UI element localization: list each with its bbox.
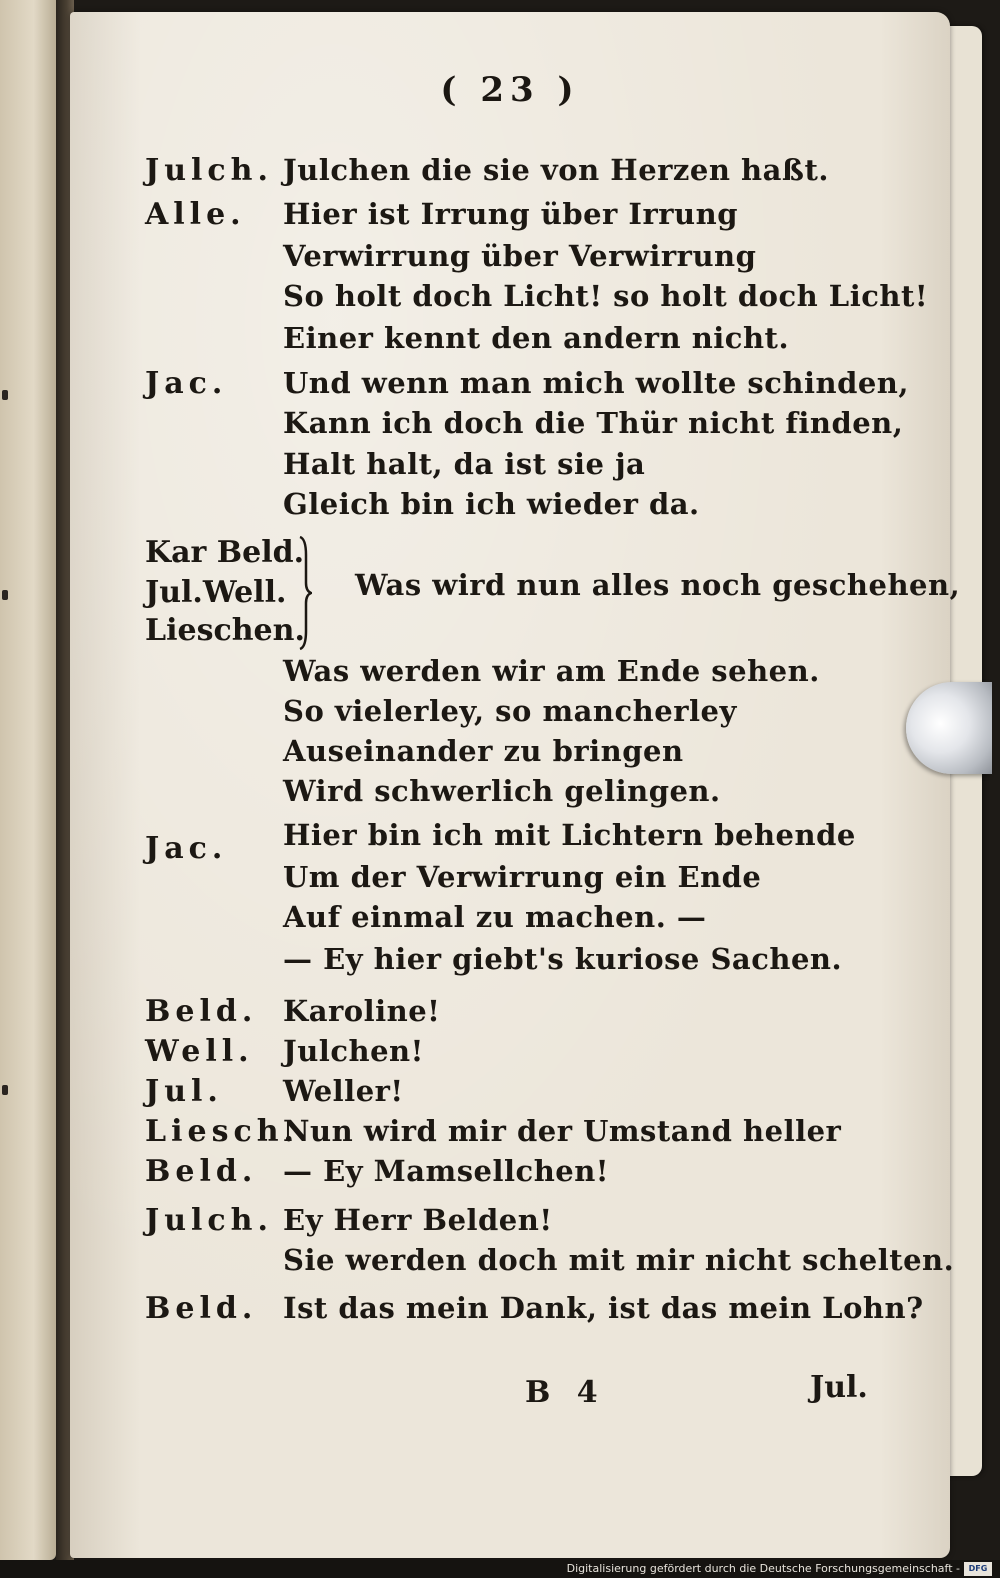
speaker-label: Jac. [145, 831, 228, 866]
page-number: ( 23 ) [440, 70, 580, 110]
verse-line: — Ey hier giebt's kuriose Sachen. [283, 942, 843, 976]
speaker-label: Well. [145, 1034, 254, 1069]
verse-line: Um der Verwirrung ein Ende [283, 860, 762, 894]
speaker-label: Beld. [145, 994, 258, 1029]
verse-line: Hier ist Irrung über Irrung [283, 197, 738, 231]
left-page-print-mark [2, 390, 8, 400]
speaker-label: Beld. [145, 1291, 258, 1326]
verse-line: Was wird nun alles noch geschehen, [355, 568, 961, 602]
left-page-print-mark [2, 1085, 8, 1095]
catchword: Jul. [810, 1370, 868, 1405]
speaker-label: Liesch. [145, 1114, 299, 1149]
speaker-label: Lieschen. [145, 613, 305, 648]
verse-line: Weller! [283, 1074, 404, 1108]
speaker-label: Jul. [145, 1074, 223, 1109]
verse-line: Einer kennt den andern nicht. [283, 321, 790, 355]
speaker-label: Beld. [145, 1154, 258, 1189]
left-page-edge [0, 0, 56, 1560]
verse-line: Was werden wir am Ende sehen. [283, 654, 820, 688]
verse-line: — Ey Mamsellchen! [283, 1154, 610, 1188]
verse-line: So holt doch Licht! so holt doch Licht! [283, 279, 929, 313]
verse-line: Wird schwerlich gelingen. [283, 774, 721, 808]
brace-icon [296, 535, 312, 651]
verse-line: Sie werden doch mit mir nicht schelten. [283, 1243, 955, 1277]
verse-line: Auf einmal zu machen. — [283, 900, 707, 934]
dfg-logo: DFG [964, 1562, 992, 1576]
left-page-print-mark [2, 590, 8, 600]
verse-line: Karoline! [283, 994, 441, 1028]
verse-line: Gleich bin ich wieder da. [283, 487, 700, 521]
speaker-label: Julch. [145, 1203, 273, 1238]
speaker-label: Julch. [145, 153, 273, 188]
signature-mark: B 4 [525, 1375, 606, 1410]
speaker-label: Jul.Well. [145, 575, 287, 610]
verse-line: Hier bin ich mit Lichtern behende [283, 818, 856, 852]
verse-line: Ist das mein Dank, ist das mein Lohn? [283, 1291, 924, 1325]
verse-line: Nun wird mir der Umstand heller [283, 1114, 842, 1148]
verse-line: Verwirrung über Verwirrung [283, 239, 757, 273]
verse-line: Halt halt, da ist sie ja [283, 447, 646, 481]
verse-line: Und wenn man mich wollte schinden, [283, 366, 909, 400]
page-clip [906, 682, 992, 774]
digitization-credit: Digitalisierung gefördert durch die Deutsche Forschungsgemeinschaft - [566, 1562, 960, 1575]
speaker-label: Jac. [145, 366, 228, 401]
speaker-label: Kar Beld. [145, 535, 305, 570]
verse-line: Kann ich doch die Thür nicht finden, [283, 406, 904, 440]
speaker-label: Alle. [145, 197, 246, 232]
verse-line: So vielerley, so mancherley [283, 694, 737, 728]
verse-line: Julchen! [283, 1034, 424, 1068]
verse-line: Ey Herr Belden! [283, 1203, 553, 1237]
verse-line: Julchen die sie von Herzen haßt. [283, 153, 829, 187]
verse-line: Auseinander zu bringen [283, 734, 684, 768]
